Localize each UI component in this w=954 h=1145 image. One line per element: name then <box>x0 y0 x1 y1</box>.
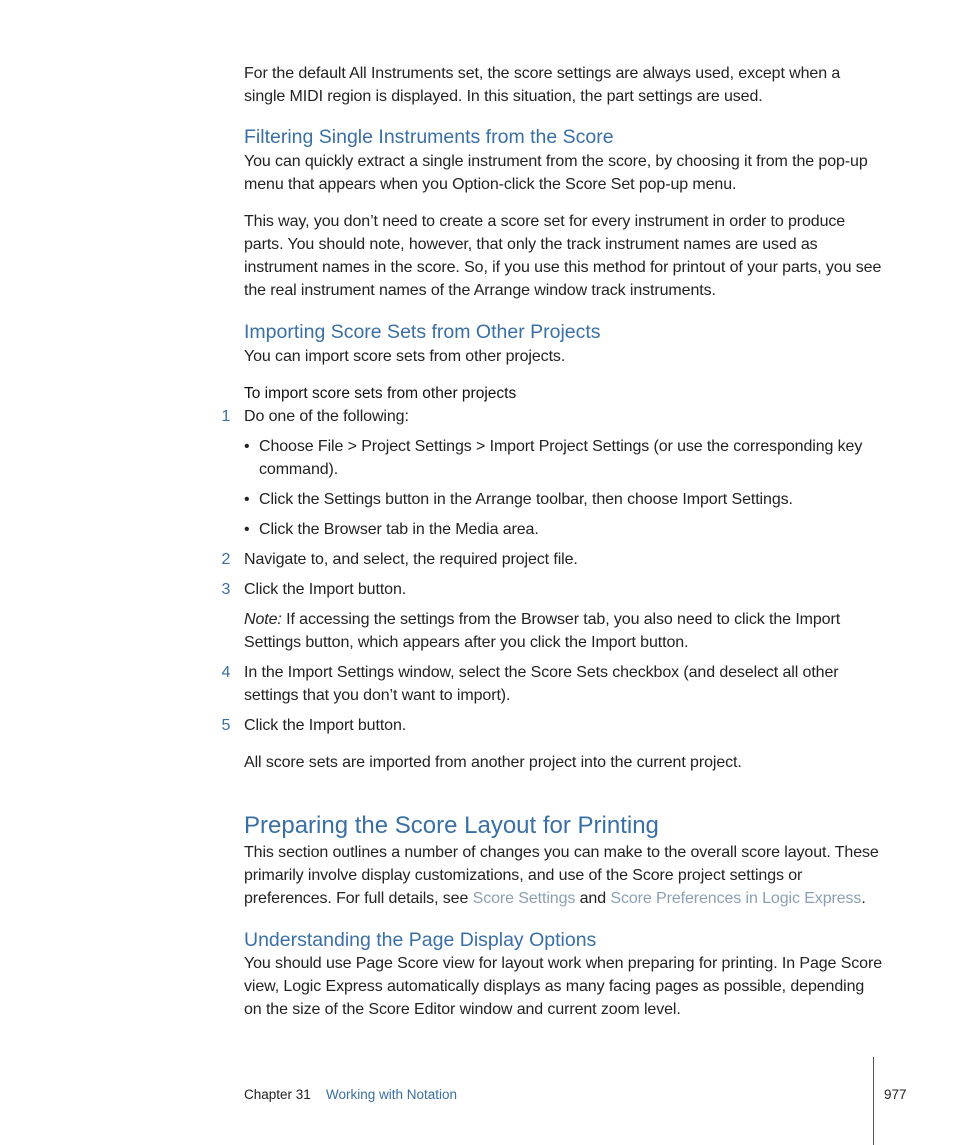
period-text: . <box>861 890 866 907</box>
filtering-paragraph-1: You can quickly extract a single instrument from the score, by choosing it from the pop-up menu that appears when you Option-click the Score Set pop-up menu. <box>244 153 868 193</box>
note-label: Note: <box>244 611 282 628</box>
step-number: 4 <box>221 664 231 681</box>
step-text: Click the Import button. <box>244 717 407 734</box>
bullet-marker: • <box>244 438 250 455</box>
page-number: 977 <box>884 1087 907 1102</box>
bullet-marker: • <box>244 521 250 538</box>
filtering-paragraph-2: This way, you don’t need to create a score set for every instrument in order to produce parts. You should note, however, that only the track instrument names are used as instrument names in the score. So, if you use this method for printout of your parts, you see the real instrument names of the Arrange window track instruments. <box>244 213 882 299</box>
bullet-item: Click the Settings button in the Arrange toolbar, then choose Import Settings. <box>259 491 793 508</box>
task-title: To import score sets from other projects <box>244 385 517 402</box>
section-heading-filtering: Filtering Single Instruments from the Score <box>244 126 614 148</box>
step-text: In the Import Settings window, select the Score Sets checkbox (and deselect all other settings that you don’t want to import). <box>244 664 839 704</box>
understanding-paragraph: You should use Page Score view for layout work when preparing for printing. In Page Score view, Logic Express automatically displays as many facing pages as possible, depending on the size of the Score Editor window and current zoom level. <box>244 955 882 1018</box>
step-text: Navigate to, and select, the required project file. <box>244 551 578 568</box>
footer-chapter-title[interactable]: Working with Notation <box>326 1087 458 1102</box>
step-number: 5 <box>221 717 231 734</box>
step-number: 3 <box>221 581 231 598</box>
bullet-item: Click the Browser tab in the Media area. <box>259 521 539 538</box>
step-text: Do one of the following: <box>244 408 409 425</box>
bullet-item: Choose File > Project Settings > Import Project Settings (or use the corresponding key command). <box>259 438 863 478</box>
section-heading-understanding: Understanding the Page Display Options <box>244 929 597 951</box>
bullet-marker: • <box>244 491 250 508</box>
note <box>244 608 884 654</box>
conjunction-text: and <box>575 890 611 907</box>
section-heading-preparing: Preparing the Score Layout for Printing <box>244 812 659 839</box>
preparing-text: This section outlines a number of changes you can make to the overall score layout. These primarily involve display customizations, and use of the Score project settings or preferences. For full details, see <box>244 844 879 907</box>
step-text: Click the Import button. <box>244 581 407 598</box>
step-number: 1 <box>221 408 231 425</box>
footer-divider <box>873 1057 874 1145</box>
footer-chapter: Chapter 31 <box>244 1087 311 1102</box>
intro-paragraph: For the default All Instruments set, the score settings are always used, except when a single MIDI region is displayed. In this situation, the part settings are used. <box>244 65 841 105</box>
step-number: 2 <box>221 551 231 568</box>
importing-paragraph: You can import score sets from other projects. <box>244 348 566 365</box>
link-score-settings[interactable]: Score Settings <box>472 890 576 907</box>
result-paragraph: All score sets are imported from another project into the current project. <box>244 754 742 771</box>
link-score-preferences[interactable]: Score Preferences in Logic Express <box>610 890 862 907</box>
note-text: If accessing the settings from the Browser tab, you also need to click the Import Settings button, which appears after you click the Import button. <box>244 611 841 651</box>
preparing-paragraph <box>244 841 884 910</box>
section-heading-importing: Importing Score Sets from Other Projects <box>244 321 601 343</box>
